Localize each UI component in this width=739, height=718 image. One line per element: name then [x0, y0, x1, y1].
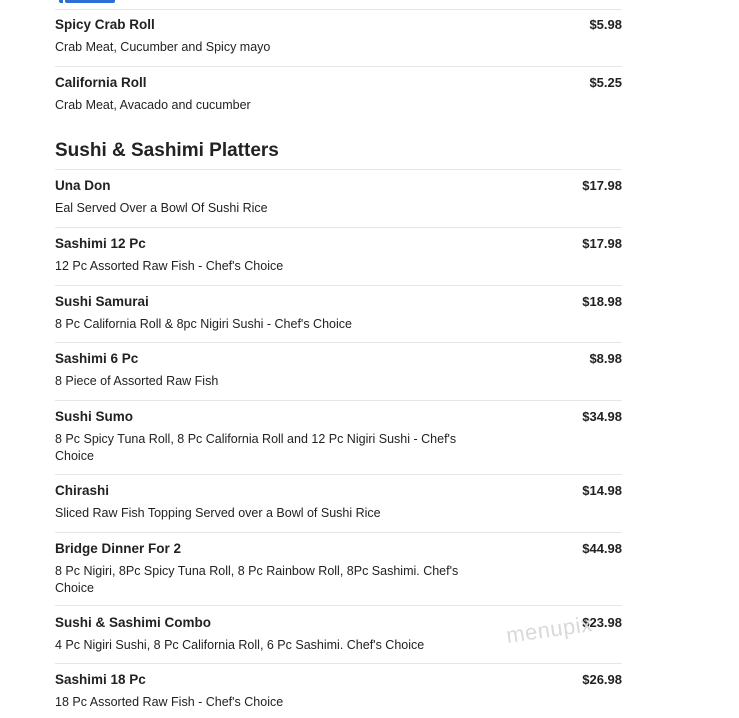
divider: [55, 227, 622, 228]
item-price: $17.98: [582, 178, 622, 193]
divider: [55, 342, 622, 343]
item-price: $5.98: [589, 17, 622, 32]
item-price: $5.25: [589, 75, 622, 90]
item-description: Crab Meat, Cucumber and Spicy mayo: [55, 40, 271, 54]
divider: [55, 474, 622, 475]
divider: [55, 605, 622, 606]
item-price: $17.98: [582, 236, 622, 251]
divider: [55, 400, 622, 401]
item-name: Chirashi: [55, 483, 110, 498]
item-name: Sushi Sumo: [55, 409, 134, 424]
item-name: Sushi Samurai: [55, 294, 149, 309]
item-description: 8 Piece of Assorted Raw Fish: [55, 374, 219, 388]
item-name: Spicy Crab Roll: [55, 17, 155, 32]
item-name: Sashimi 12 Pc: [55, 236, 146, 251]
item-name: Bridge Dinner For 2: [55, 541, 182, 556]
item-description: 4 Pc Nigiri Sushi, 8 Pc California Roll, 6 Pc Sashimi. Chef's Choice: [55, 638, 425, 652]
divider: [55, 66, 622, 67]
item-description: Eal Served Over a Bowl Of Sushi Rice: [55, 201, 268, 215]
item-name: Sushi & Sashimi Combo: [55, 615, 212, 630]
item-name: Sashimi 6 Pc: [55, 351, 139, 366]
divider: [55, 663, 622, 664]
item-description: 8 Pc Nigiri, 8Pc Spicy Tuna Roll, 8 Pc Rainbow Roll, 8Pc Sashimi. Chef's Choice: [55, 564, 459, 595]
item-name: Una Don: [55, 178, 111, 193]
item-price: $23.98: [582, 615, 622, 630]
button-fragment[interactable]: [65, 0, 115, 3]
item-price: $26.98: [582, 672, 622, 687]
top-divider: [55, 0, 622, 10]
item-price: $18.98: [582, 294, 622, 309]
item-price: $14.98: [582, 483, 622, 498]
item-description: 12 Pc Assorted Raw Fish - Chef's Choice: [55, 259, 284, 273]
item-price: $44.98: [582, 541, 622, 556]
item-name: Sashimi 18 Pc: [55, 672, 146, 687]
divider: [55, 169, 622, 170]
item-price: $34.98: [582, 409, 622, 424]
divider: [55, 285, 622, 286]
item-description: 18 Pc Assorted Raw Fish - Chef's Choice: [55, 695, 284, 709]
item-name: California Roll: [55, 75, 147, 90]
section-title: Sushi & Sashimi Platters: [55, 140, 279, 161]
item-price: $8.98: [589, 351, 622, 366]
divider: [55, 532, 622, 533]
item-description: 8 Pc Spicy Tuna Roll, 8 Pc California Roll and 12 Pc Nigiri Sushi - Chef's Choice: [55, 432, 457, 463]
item-description: Crab Meat, Avacado and cucumber: [55, 98, 251, 112]
menupix-watermark: menupix: [504, 611, 594, 648]
item-description: Sliced Raw Fish Topping Served over a Bowl of Sushi Rice: [55, 506, 381, 520]
item-description: 8 Pc California Roll & 8pc Nigiri Sushi - Chef's Choice: [55, 317, 352, 331]
button-fragment: [59, 0, 63, 3]
